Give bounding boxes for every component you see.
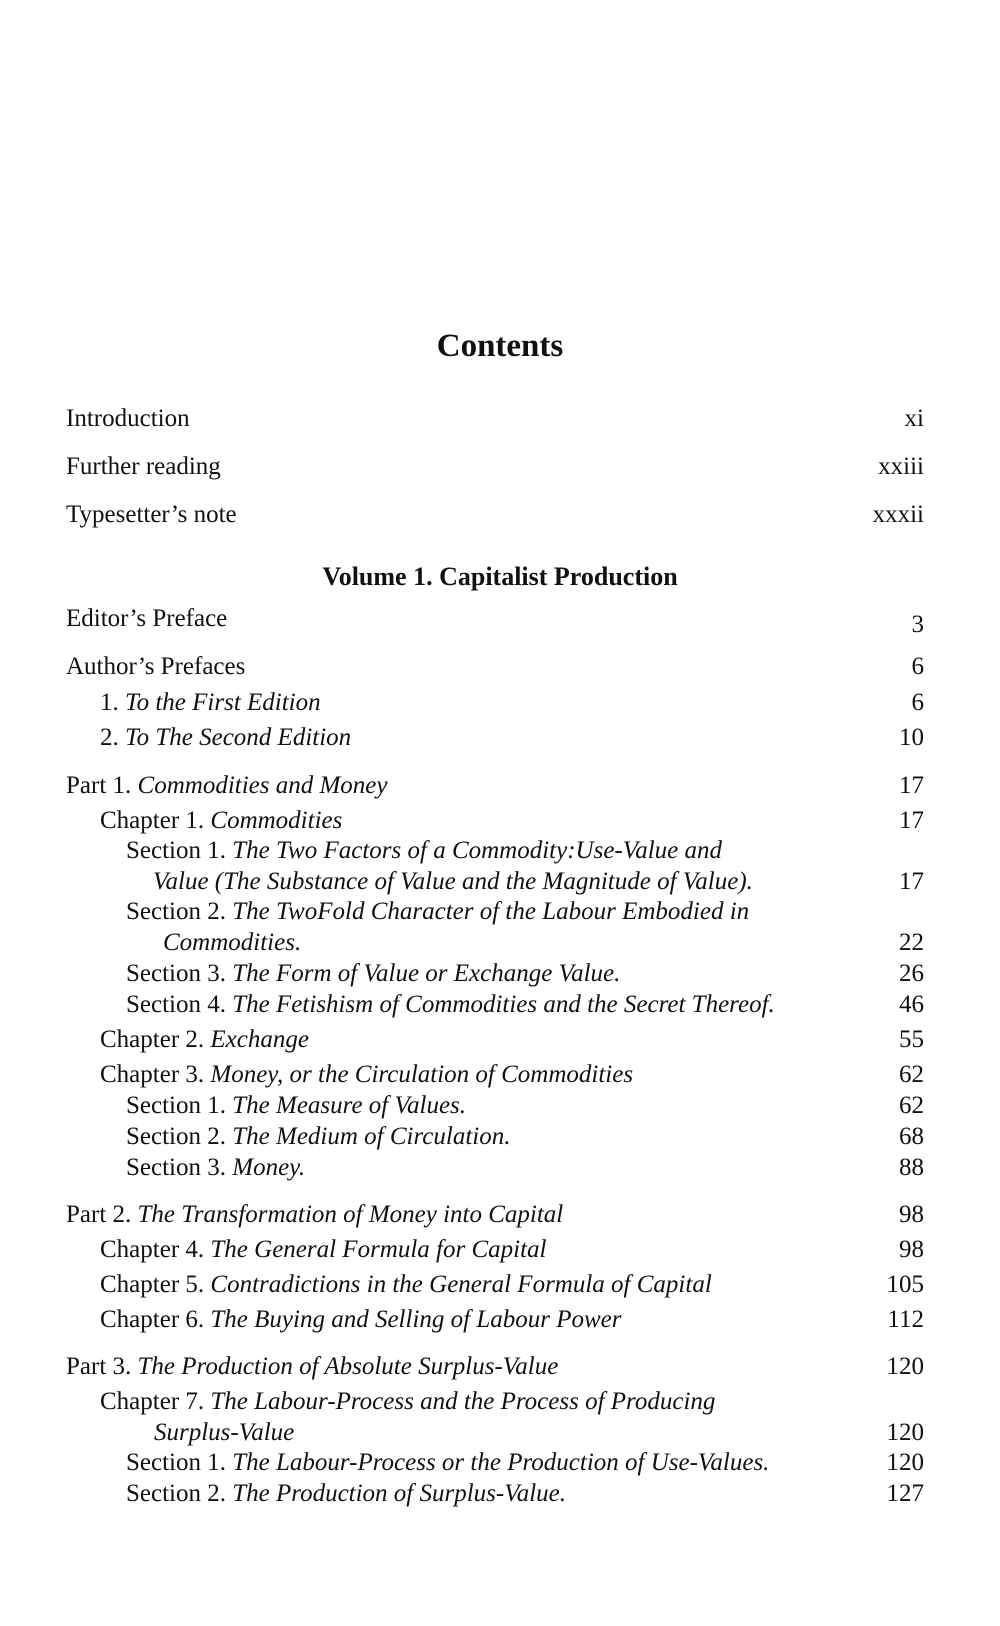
entry-label: Chapter 1. Commodities xyxy=(100,807,343,834)
entry-label: Section 1. The Labour-Process or the Production of Use-Values. xyxy=(126,1449,770,1476)
entry-label: Chapter 7. The Labour-Process and the Process of Producing xyxy=(100,1388,716,1415)
entry-label: Section 3. The Form of Value or Exchange Value. xyxy=(126,960,621,987)
entry-label: Section 1. The Measure of Values. xyxy=(126,1092,467,1119)
entry-label: Section 2. The Production of Surplus-Value. xyxy=(126,1480,567,1507)
entry-page: 10 xyxy=(899,724,924,751)
entry-label: Section 2. The TwoFold Character of the Labour Embodied in xyxy=(126,898,750,925)
entry-label: Typesetter’s note xyxy=(66,501,237,528)
entry-page: 62 xyxy=(899,1092,924,1119)
entry-label: Section 4. The Fetishism of Commodities and the Secret Thereof. xyxy=(126,991,775,1018)
entry-page: 105 xyxy=(886,1271,924,1298)
entry-page: xxxii xyxy=(872,501,924,528)
entry-page: 17 xyxy=(899,772,924,799)
entry-label-continued: Value (The Substance of Value and the Magnitude of Value). xyxy=(153,868,753,895)
entry-label: Section 1. The Two Factors of a Commodity:Use-Value and xyxy=(126,837,723,864)
entry-label: Editor’s Preface xyxy=(66,605,228,632)
entry-page: xxiii xyxy=(878,453,924,480)
toc-entry-ch1-section-2 xyxy=(0,897,1000,959)
volume-heading: Volume 1. Capitalist Production xyxy=(322,562,678,591)
entry-label-continued: Surplus-Value xyxy=(154,1419,295,1446)
entry-label: Chapter 2. Exchange xyxy=(100,1026,309,1053)
entry-page: 6 xyxy=(911,653,924,680)
entry-label: Chapter 6. The Buying and Selling of Labour Power xyxy=(100,1306,622,1333)
entry-page: 62 xyxy=(899,1061,924,1088)
entry-page: 3 xyxy=(911,611,924,638)
entry-label: Author’s Prefaces xyxy=(66,653,246,680)
entry-page: 127 xyxy=(886,1480,924,1507)
entry-page: 26 xyxy=(899,960,924,987)
entry-page: 120 xyxy=(886,1449,924,1476)
entry-label: Chapter 3. Money, or the Circulation of Commodities xyxy=(100,1061,634,1088)
toc-entry-ch1-section-1 xyxy=(0,836,1000,898)
entry-page: 6 xyxy=(911,689,924,716)
entry-label: Part 2. The Transformation of Money into Capital xyxy=(66,1201,564,1228)
entry-label: Chapter 5. Contradictions in the General Formula of Capital xyxy=(100,1271,712,1298)
entry-page: 17 xyxy=(899,807,924,834)
entry-page: 22 xyxy=(899,929,924,956)
entry-page: 17 xyxy=(899,868,924,895)
entry-page: 98 xyxy=(899,1201,924,1228)
entry-label: 1. To the First Edition xyxy=(100,689,321,716)
entry-page: 112 xyxy=(887,1306,924,1333)
entry-label: Part 3. The Production of Absolute Surplus-Value xyxy=(66,1353,559,1380)
entry-label: Introduction xyxy=(66,405,190,432)
entry-page: 120 xyxy=(886,1353,924,1380)
entry-page: 98 xyxy=(899,1236,924,1263)
entry-page: 55 xyxy=(899,1026,924,1053)
entry-label: Further reading xyxy=(66,453,221,480)
entry-page: xi xyxy=(904,405,924,432)
entry-label-continued: Commodities. xyxy=(163,929,302,956)
entry-label: Section 3. Money. xyxy=(126,1154,306,1181)
entry-page: 120 xyxy=(886,1419,924,1446)
entry-page: 46 xyxy=(899,991,924,1018)
entry-label: Chapter 4. The General Formula for Capital xyxy=(100,1236,547,1263)
entry-page: 68 xyxy=(899,1123,924,1150)
toc-entry-chapter-7 xyxy=(0,1387,1000,1449)
page-title: Contents xyxy=(436,328,564,364)
entry-label: Part 1. Commodities and Money xyxy=(66,772,388,799)
entry-label: Section 2. The Medium of Circulation. xyxy=(126,1123,511,1150)
entry-label: 2. To The Second Edition xyxy=(100,724,352,751)
entry-page: 88 xyxy=(899,1154,924,1181)
